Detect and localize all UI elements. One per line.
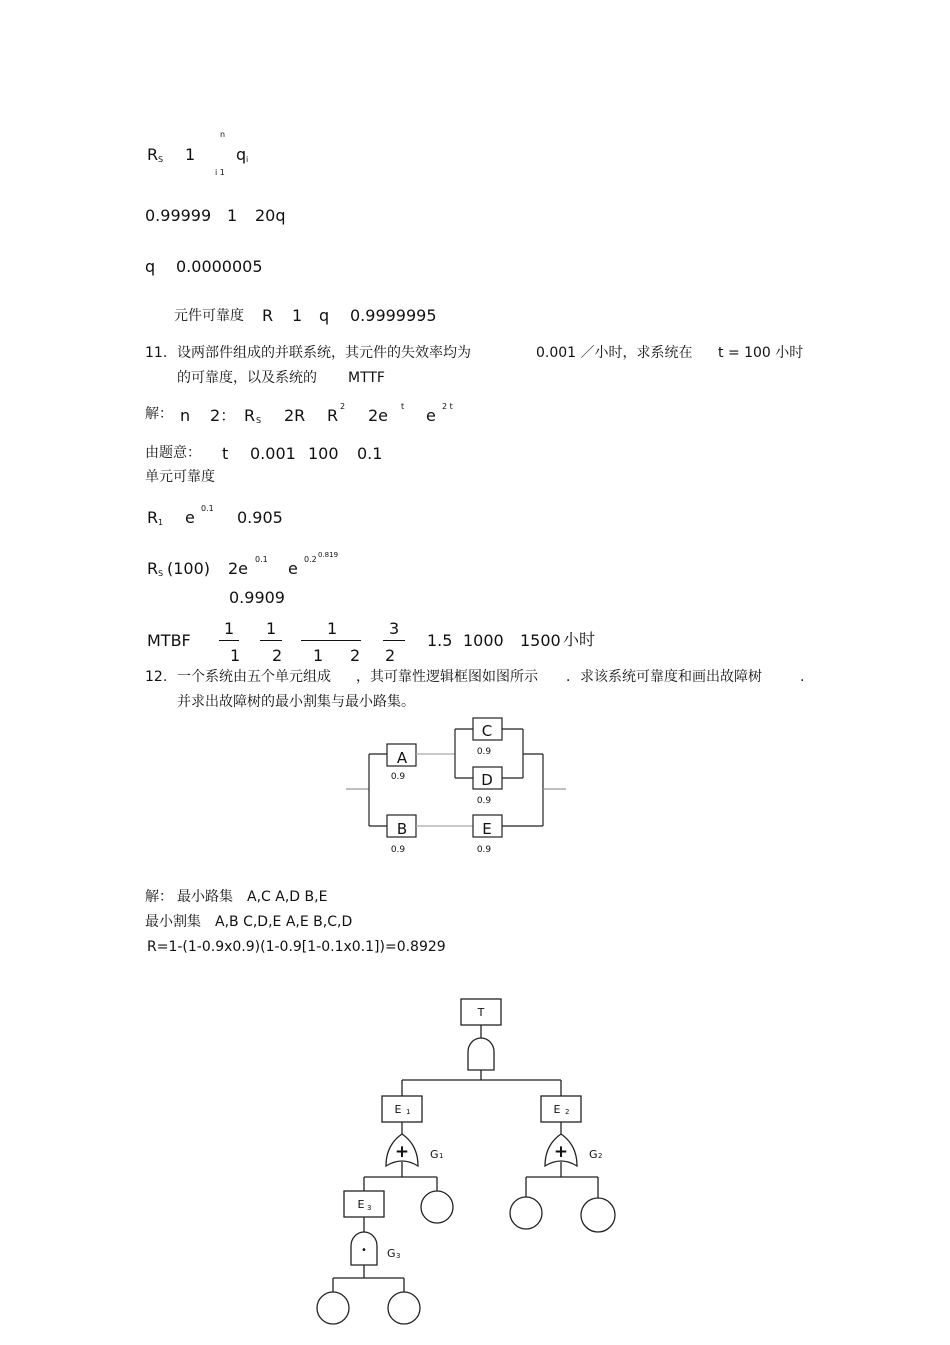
sol12-path-label: 最小路集 (177, 889, 233, 905)
eq2-a: q (145, 257, 156, 276)
q12-dot: . (800, 669, 805, 685)
tree-basic-event-circle (421, 1191, 453, 1223)
rs100-sub: S (158, 569, 164, 578)
sol11-label: 解： (145, 406, 173, 422)
eq1-b: 1 (227, 206, 238, 225)
eq-rs-n: n (220, 130, 226, 139)
mtbf-label: MTBF (147, 631, 191, 650)
tree-basic-event-circle (317, 1292, 349, 1324)
given-label: 由题意： (145, 445, 201, 461)
q11-number: 11. (145, 345, 168, 361)
mtbf-unit: 小时 (563, 630, 596, 649)
eq-rs-R: R (147, 145, 159, 164)
rbd-rel-d: 0.9 (476, 796, 492, 806)
eq2-b: 0.0000005 (176, 257, 263, 276)
sol11-t1: t (401, 402, 405, 411)
rs100-result: 0.9909 (229, 588, 285, 607)
mtbf-v3: 1500 (520, 631, 561, 650)
tree-label-e1-sub: 1 (406, 1108, 411, 1116)
eq-rs-one: 1 (185, 145, 196, 164)
mtbf-f2-num: 1 (266, 619, 277, 638)
sol11-two: 2： (210, 406, 237, 425)
mtbf-v2: 1000 (463, 631, 504, 650)
mtbf-f2-den: 2 (272, 646, 283, 665)
tree-or-symbol-g2: + (553, 1142, 569, 1162)
eq-rs-sub: S (158, 155, 164, 164)
rbd-rel-c: 0.9 (476, 747, 492, 757)
q12-text3: ．求该系统可靠度和画出故障树 (566, 669, 762, 685)
rbd-rel-e: 0.9 (476, 845, 492, 855)
sol12-reliability: R=1-(1-0.9x0.9)(1-0.9[1-0.1x0.1])=0.8929 (147, 939, 446, 955)
q11-time: t = 100 小时 (718, 345, 804, 361)
tree-e1-box (382, 1096, 422, 1122)
tree-gate-label-g3-sub: 3 (396, 1252, 401, 1260)
mtbf-f4-den: 2 (385, 646, 396, 665)
sol11-n: n (180, 406, 191, 425)
q11-rate: 0.001 ／小时，求系统在 (536, 345, 693, 361)
eq3-q: q (319, 306, 330, 325)
sol11-R2: R (327, 406, 339, 425)
rs100-2e: 2e (228, 559, 249, 578)
r1-R: R (147, 508, 159, 527)
eq3-label: 元件可靠度 (174, 308, 244, 324)
sol11-e: e (426, 406, 436, 425)
tree-gate-label-g2-sub: 2 (598, 1152, 603, 1160)
sol12-paths: A,C A,D B,E (247, 889, 328, 905)
rs100-exp1: 0.1 (255, 555, 268, 564)
reliability-block-diagram (346, 718, 566, 837)
fault-tree (317, 999, 615, 1324)
sol12-label: 解： (145, 889, 173, 905)
q12-text2: ，其可靠性逻辑框图如图所示 (356, 669, 538, 685)
q12-number: 12. (145, 669, 168, 685)
rs100-exp2: 0.2 (304, 555, 317, 564)
mtbf-f4-num: 3 (389, 619, 400, 638)
rs100-arg: (100) (167, 559, 211, 578)
tree-label-e3: E (357, 1198, 365, 1211)
q12-text1: 一个系统由五个单元组成 (177, 669, 331, 685)
rbd-label-e: E (482, 820, 492, 838)
given-v1: 0.001 (250, 444, 296, 463)
q11-text2: 的可靠度，以及系统的 (177, 370, 317, 386)
rbd-rel-a: 0.9 (390, 772, 406, 782)
q11-text1: 设两部件组成的并联系统，其元件的失效率均为 (177, 345, 471, 361)
rbd-label-c: C (481, 722, 493, 740)
tree-basic-event-circle (510, 1197, 542, 1229)
sol12-cut-label: 最小割集 (145, 914, 201, 930)
tree-basic-event-circle (581, 1198, 615, 1232)
tree-gate-label-g1: G (430, 1148, 439, 1161)
sol11-sq: 2 (340, 402, 346, 411)
unit-reliability-label: 单元可靠度 (145, 469, 215, 485)
eq-rs-q: q (236, 145, 247, 164)
given-t: t (222, 444, 229, 463)
tree-gate-label-g3: G (387, 1247, 396, 1260)
tree-gate-label-g2: G (589, 1148, 598, 1161)
mtbf-f1-den: 1 (230, 646, 241, 665)
rs100-exp2b: 0.819 (318, 551, 339, 559)
tree-label-e3-sub: 3 (367, 1204, 372, 1212)
mtbf-v1: 1.5 (427, 631, 453, 650)
tree-basic-event-circle (388, 1292, 420, 1324)
r1-e: e (185, 508, 195, 527)
mtbf-f3-den1: 1 (313, 646, 324, 665)
eq-rs-qsub: i (246, 155, 249, 164)
q12-text4: 并求出故障树的最小割集与最小路集。 (177, 694, 415, 710)
q11-mttf: MTTF (348, 370, 385, 386)
mtbf-f3-den2: 2 (350, 646, 361, 665)
rs100-R: R (147, 559, 159, 578)
eq1-c: 20q (255, 206, 286, 225)
eq3-one: 1 (292, 306, 303, 325)
rbd-label-a: A (396, 749, 408, 767)
tree-and-symbol-g3: • (361, 1245, 367, 1256)
eq3-R: R (262, 306, 274, 325)
mtbf-f1-num: 1 (224, 619, 235, 638)
sol12-cuts: A,B C,D,E A,E B,C,D (215, 914, 353, 930)
tree-gate-label-g1-sub: 1 (439, 1152, 444, 1160)
given-v3: 0.1 (357, 444, 383, 463)
r1-sub: 1 (158, 518, 164, 527)
tree-e2-box (541, 1096, 581, 1122)
sol11-t2: 2 t (442, 402, 453, 411)
mtbf-f3-num: 1 (327, 619, 338, 638)
r1-exp: 0.1 (201, 504, 214, 513)
given-v2: 100 (308, 444, 339, 463)
tree-label-e2: E (553, 1103, 561, 1116)
tree-label-e2-sub: 2 (565, 1108, 570, 1116)
tree-label-top: T (477, 1006, 485, 1019)
eq3-val: 0.9999995 (350, 306, 437, 325)
rs100-e: e (288, 559, 298, 578)
sol11-2R: 2R (284, 406, 306, 425)
rbd-label-b: B (396, 820, 408, 838)
eq1-a: 0.99999 (145, 206, 212, 225)
tree-label-e1: E (394, 1103, 402, 1116)
rbd-label-d: D (481, 771, 493, 789)
rbd-rel-b: 0.9 (390, 845, 406, 855)
tree-and-gate-top (468, 1038, 494, 1070)
sol11-Rsub: S (256, 416, 262, 425)
sol11-R: R (244, 406, 256, 425)
sol11-2e: 2e (368, 406, 389, 425)
eq-rs-index: i 1 (215, 168, 225, 177)
r1-val: 0.905 (237, 508, 283, 527)
tree-or-symbol-g1: + (394, 1142, 410, 1162)
